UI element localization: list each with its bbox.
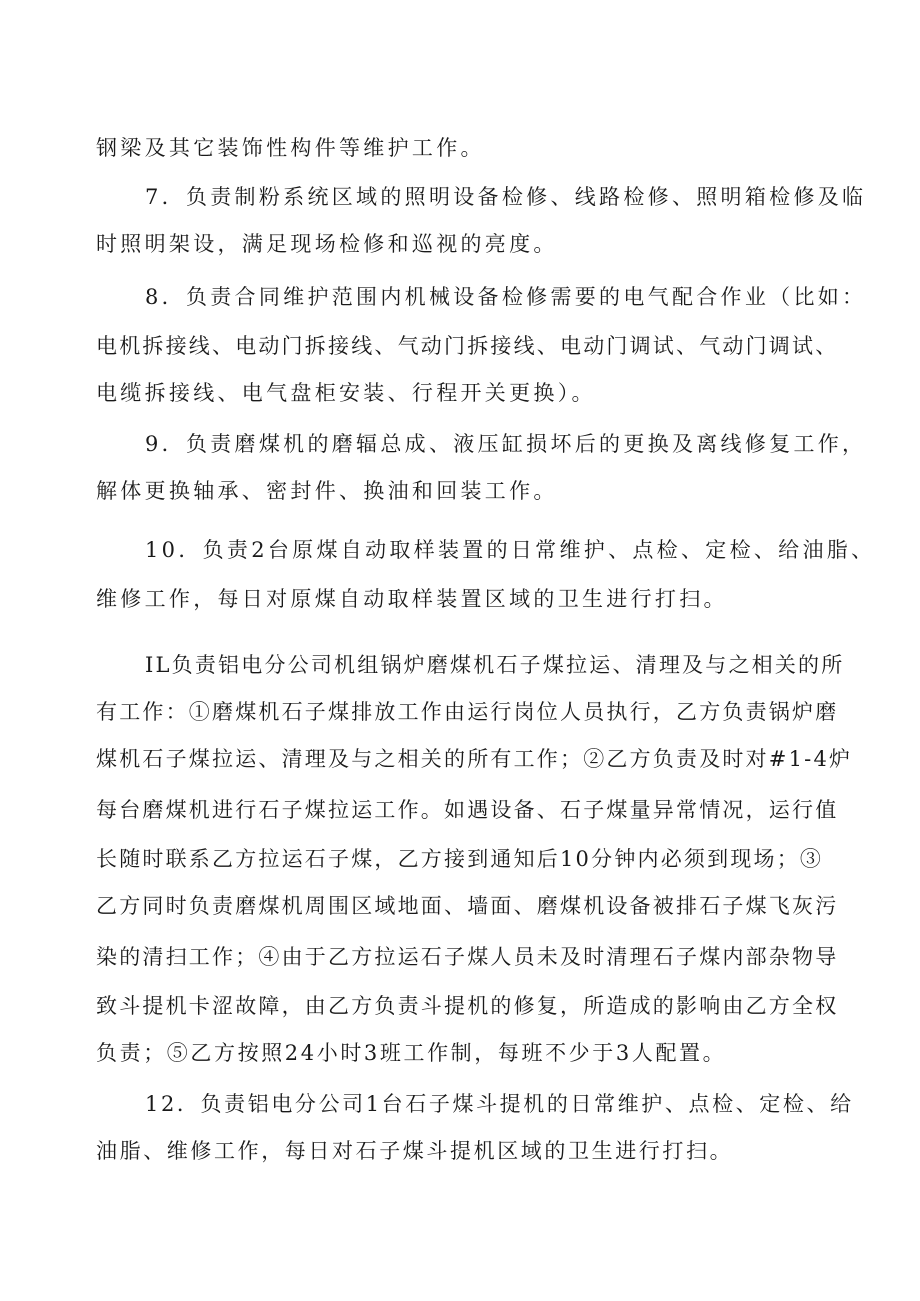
text-line-1: 钢梁及其它装饰性构件等维护工作。 [96,136,485,160]
text-line-10: 维修工作，每日对原煤自动取样装置区域的卫生进行打扫。 [96,587,728,611]
text-line-12: 有工作：①磨煤机石子煤排放工作由运行岗位人员执行，乙方负责锅炉磨 [96,700,839,724]
text-line-16: 乙方同时负责磨煤机周围区域地面、墙面、磨煤机设备被排石子煤飞灰污 [96,894,839,918]
text-line-9: 10．负责2台原煤自动取样装置的日常维护、点检、定检、给油脂、 [145,538,876,562]
text-line-7: 9．负责磨煤机的磨辐总成、液压缸损坏后的更换及离线修复工作， [145,432,867,456]
text-line-13: 煤机石子煤拉运、清理及与之相关的所有工作；②乙方负责及时对#1-4炉 [96,747,853,771]
text-line-8: 解体更换轴承、密封件、换油和回装工作。 [96,479,558,503]
text-line-17: 染的清扫工作；④由于乙方拉运石子煤人员未及时清理石子煤内部杂物导 [96,945,839,969]
text-line-18: 致斗提机卡涩故障，由乙方负责斗提机的修复，所造成的影响由乙方全权 [96,994,839,1018]
text-line-2: 7．负责制粉系统区域的照明设备检修、线路检修、照明箱检修及临 [145,185,867,209]
text-line-3: 时照明架设，满足现场检修和巡视的亮度。 [96,232,558,256]
text-line-11: IL负责铝电分公司机组锅炉磨煤机石子煤拉运、清理及与之相关的所 [145,653,845,677]
text-line-6: 电缆拆接线、电气盘柜安装、行程开关更换）。 [96,381,596,405]
text-line-21: 油脂、维修工作，每日对石子煤斗提机区域的卫生进行打扫。 [96,1139,734,1163]
text-line-20: 12．负责铝电分公司1台石子煤斗提机的日常维护、点检、定检、给 [145,1092,854,1116]
text-line-4: 8．负责合同维护范围内机械设备检修需要的电气配合作业（比如： [145,285,867,309]
text-line-14: 每台磨煤机进行石子煤拉运工作。如遇设备、石子煤量异常情况，运行值 [96,798,839,822]
text-line-19: 负责；⑤乙方按照24小时3班工作制，每班不少于3人配置。 [96,1041,727,1065]
text-line-5: 电机拆接线、电动门拆接线、气动门拆接线、电动门调试、气动门调试、 [96,334,839,358]
text-line-15: 长随时联系乙方拉运石子煤，乙方接到通知后10分钟内必须到现场；③ [96,847,824,871]
